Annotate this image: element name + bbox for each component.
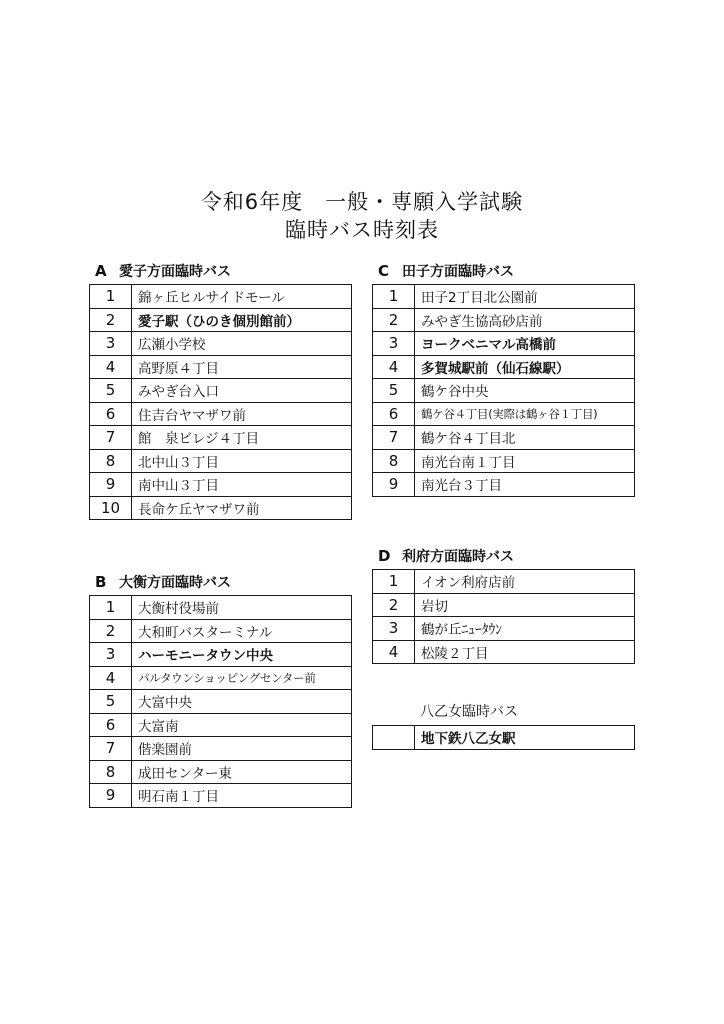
table-row <box>90 402 352 426</box>
stop-name: ヨークベニマル高橋前 <box>415 332 635 356</box>
stop-name: 南光台南１丁目 <box>415 449 635 473</box>
stop-number: 3 <box>373 332 415 356</box>
table-row <box>90 596 352 620</box>
table-row <box>373 308 635 332</box>
section-d-letter: D <box>378 547 391 565</box>
stop-number: 5 <box>90 690 132 714</box>
stop-name: 偕楽園前 <box>132 737 352 761</box>
table-row <box>373 640 635 664</box>
section-b-name: 大衡方面臨時バス <box>119 575 231 591</box>
table-row <box>373 593 635 617</box>
stop-name: 成田センター東 <box>132 760 352 784</box>
route-table-c <box>372 284 635 497</box>
stop-name: 鶴が丘ﾆｭｰﾀｳﾝ <box>415 617 635 641</box>
table-row <box>373 473 635 497</box>
stop-name: 多賀城駅前（仙石線駅） <box>415 355 635 379</box>
stop-name: ハーモニータウン中央 <box>132 643 352 667</box>
table-row <box>373 379 635 403</box>
stop-number: 1 <box>90 285 132 309</box>
stop-number: 2 <box>90 308 132 332</box>
table-row <box>90 737 352 761</box>
stop-number: 2 <box>373 308 415 332</box>
stop-name: みやぎ台入口 <box>132 379 352 403</box>
stop-number: 3 <box>373 617 415 641</box>
table-row <box>90 355 352 379</box>
stop-number: 2 <box>373 593 415 617</box>
section-hachiotome-heading: 八乙女臨時バス <box>420 704 518 720</box>
stop-number: 3 <box>90 332 132 356</box>
page-subtitle: 臨時バス時刻表 <box>285 218 439 242</box>
table-row <box>90 426 352 450</box>
table-row <box>373 355 635 379</box>
stop-name: 鶴ケ谷４丁目(実際は鶴ヶ谷１丁目) <box>415 402 635 426</box>
stop-number: 4 <box>373 355 415 379</box>
stop-name: 館 泉ビレジ４丁目 <box>132 426 352 450</box>
stop-name: 大富中央 <box>132 690 352 714</box>
section-c-name: 田子方面臨時バス <box>402 264 514 280</box>
stop-number: 9 <box>90 473 132 497</box>
table-row <box>373 285 635 309</box>
table-row <box>90 690 352 714</box>
table-row <box>90 619 352 643</box>
section-b-heading <box>95 573 231 591</box>
stop-number: 9 <box>90 784 132 808</box>
stop-number: 8 <box>373 449 415 473</box>
stop-name: イオン利府店前 <box>415 570 635 594</box>
stop-name: 大和町バスターミナル <box>132 619 352 643</box>
table-row <box>373 332 635 356</box>
table-row <box>90 473 352 497</box>
stop-name: 大衡村役場前 <box>132 596 352 620</box>
table-row <box>90 643 352 667</box>
table-row <box>90 713 352 737</box>
stop-name: パルタウンショッピングセンター前 <box>132 666 352 690</box>
stop-name: 長命ケ丘ヤマザワ前 <box>132 496 352 520</box>
stop-name: 地下鉄八乙女駅 <box>415 726 635 750</box>
section-a-name: 愛子方面臨時バス <box>119 264 231 280</box>
route-table-hachiotome <box>372 725 635 750</box>
route-table-d <box>372 569 635 664</box>
stop-number: 1 <box>373 285 415 309</box>
stop-name: 北中山３丁目 <box>132 449 352 473</box>
table-row <box>90 449 352 473</box>
table-row <box>90 308 352 332</box>
table-row <box>373 570 635 594</box>
table-row <box>90 285 352 309</box>
stop-name: 大富南 <box>132 713 352 737</box>
stop-name: みやぎ生協高砂店前 <box>415 308 635 332</box>
stop-number: 4 <box>90 666 132 690</box>
stop-name: 愛子駅（ひのき個別館前） <box>132 308 352 332</box>
stop-number: 9 <box>373 473 415 497</box>
table-row <box>90 496 352 520</box>
stop-number: 10 <box>90 496 132 520</box>
stop-name: 松陵２丁目 <box>415 640 635 664</box>
stop-name: 明石南１丁目 <box>132 784 352 808</box>
table-row <box>373 449 635 473</box>
stop-number: 6 <box>373 402 415 426</box>
route-table-a <box>89 284 352 520</box>
table-row <box>90 760 352 784</box>
stop-number-empty <box>373 726 415 750</box>
route-table-b <box>89 595 352 808</box>
stop-name: 高野原４丁目 <box>132 355 352 379</box>
section-d-name: 利府方面臨時バス <box>402 549 514 565</box>
section-a-letter: A <box>95 262 107 280</box>
stop-name: 錦ヶ丘ヒルサイドモール <box>132 285 352 309</box>
stop-number: 7 <box>373 426 415 450</box>
table-row <box>373 402 635 426</box>
stop-name: 広瀬小学校 <box>132 332 352 356</box>
table-row <box>90 784 352 808</box>
stop-number: 7 <box>90 426 132 450</box>
section-a-heading <box>95 262 231 280</box>
stop-number: 4 <box>90 355 132 379</box>
stop-name: 住吉台ヤマザワ前 <box>132 402 352 426</box>
table-row <box>373 426 635 450</box>
stop-number: 8 <box>90 760 132 784</box>
stop-number: 2 <box>90 619 132 643</box>
stop-number: 7 <box>90 737 132 761</box>
stop-number: 6 <box>90 713 132 737</box>
section-c-heading <box>378 262 514 280</box>
stop-name: 岩切 <box>415 593 635 617</box>
stop-name: 南中山３丁目 <box>132 473 352 497</box>
section-d-heading <box>378 547 514 565</box>
stop-name: 鶴ケ谷４丁目北 <box>415 426 635 450</box>
stop-number: 5 <box>373 379 415 403</box>
stop-name: 鶴ケ谷中央 <box>415 379 635 403</box>
table-row <box>373 617 635 641</box>
stop-name: 南光台３丁目 <box>415 473 635 497</box>
stop-number: 6 <box>90 402 132 426</box>
stop-number: 1 <box>373 570 415 594</box>
section-b-letter: B <box>95 573 107 591</box>
table-row <box>90 332 352 356</box>
page-title: 令和6年度 一般・専願入学試験 <box>200 190 524 214</box>
table-row <box>373 726 635 750</box>
stop-number: 8 <box>90 449 132 473</box>
stop-number: 1 <box>90 596 132 620</box>
stop-number: 3 <box>90 643 132 667</box>
stop-number: 5 <box>90 379 132 403</box>
section-c-letter: C <box>378 262 390 280</box>
stop-number: 4 <box>373 640 415 664</box>
table-row <box>90 666 352 690</box>
stop-name: 田子2丁目北公園前 <box>415 285 635 309</box>
table-row <box>90 379 352 403</box>
